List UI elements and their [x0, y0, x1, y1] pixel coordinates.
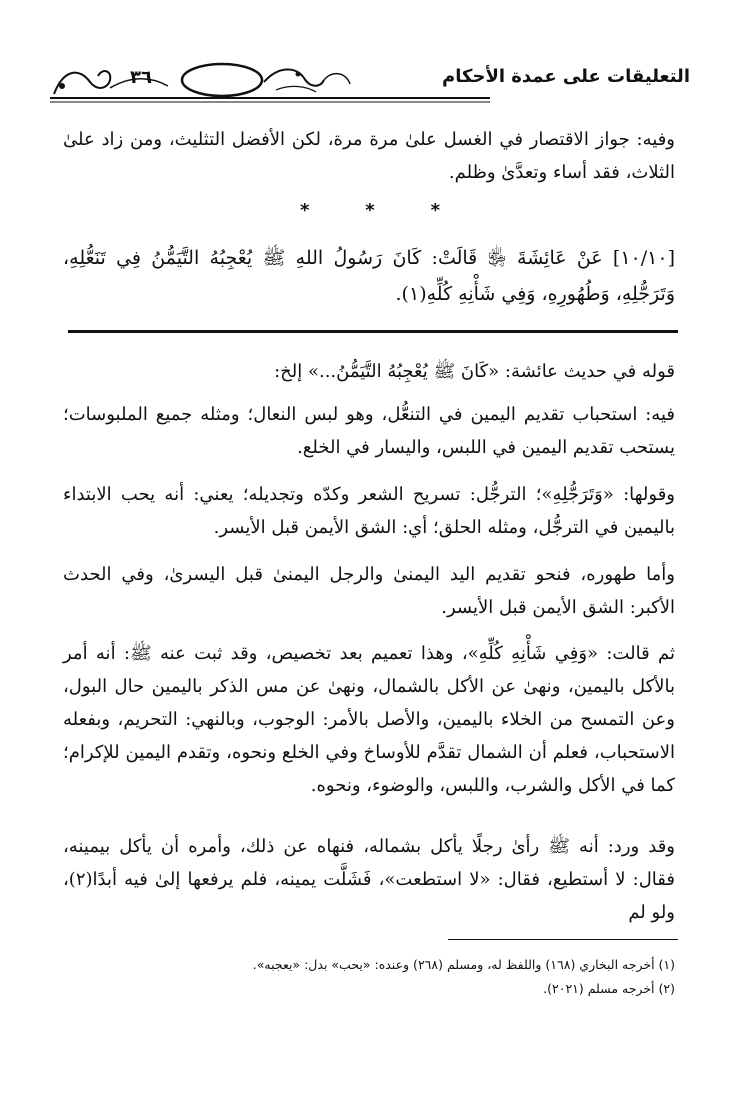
separator-stars [300, 200, 440, 221]
hadith-text: [١٠/١٠] عَنْ عَائِشَةَ ﵂ قَالَتْ: كَانَ رَسُولُ اللهِ ﷺ يُعْجِبُهُ التَّيَمُّنُ فِي تَنَعُّلِهِ، وَتَرَجُّلِهِ، وَطُهُورِهِ، وَفِي شَأْنِهِ كُلِّهِ(١). [63, 247, 675, 305]
running-title: التعليقات على عمدة الأحكام [442, 66, 690, 87]
paragraph-7: وقد ورد: أنه ﷺ رأىٰ رجلًا يأكل بشماله، فنهاه عن ذلك، وأمره أن يأكل بيمينه، فقال: لا أستطيع، فقال: «لا استطعت»، فَشَلَّت يمينه، فلم يرفعها إلىٰ فيه أبدًا(٢)، ولو لم [63, 836, 675, 923]
page-number-text: ٣٦ [130, 67, 152, 88]
paragraph-5: وأما طهوره، فنحو تقديم اليد اليمنىٰ والرجل اليمنىٰ قبل اليسرىٰ، وفي الحدث الأكبر: الشق الأيمن قبل الأيسر. [63, 564, 675, 618]
page-header [50, 58, 690, 104]
section-divider [68, 330, 678, 333]
paragraph-3: فيه: استحباب تقديم اليمين في التنعُّل، وهو لبس النعال؛ ومثله جميع الملبوسات؛ يستحب تقديم اليمين في اللبس، واليسار في الخلع. [63, 404, 675, 458]
footnote-1: (١) أخرجه البخاري (١٦٨) واللفظ له، ومسلم (٢٦٨) وعنده: «يحب» بدل: «يعجبه». [252, 957, 675, 972]
paragraph-4: وقولها: «وَتَرَجُّلِهِ»؛ الترجُّل: تسريح الشعر وكدّه وتجديله؛ يعني: أنه يحب الابتداء باليمين في الترجُّل، ومثله الحلق؛ أي: الشق الأيمن قبل الأيسر. [63, 484, 675, 538]
paragraph-2: قوله في حديث عائشة: «كَانَ ﷺ يُعْجِبُهُ التَّيَمُّنُ...» إلخ: [274, 361, 675, 382]
paragraph-1: وفيه: جواز الاقتصار في الغسل علىٰ مرة مرة، لكن الأفضل التثليث، ومن زاد علىٰ الثلاث، فقد أساء وتعدَّىٰ وظلم. [63, 129, 675, 183]
separator-star: * [300, 200, 310, 221]
footnote-2: (٢) أخرجه مسلم (٢٠٢١). [543, 981, 675, 996]
footnotes [63, 953, 675, 1001]
page-number [50, 58, 250, 104]
paragraph-6: ثم قالت: «وَفِي شَأْنِهِ كُلِّهِ»، وهذا تعميم بعد تخصيص، وقد ثبت عنه ﷺ: أنه أمر بالأكل باليمين، ونهىٰ عن الأكل بالشمال، ونهىٰ عن مس الذكر باليمين حال البول، وعن التمسح من الخلاء باليمين، والأصل بالأمر: الوجوب، وبالنهي: التحريم، وبفعله الاستحباب، فعلم أن الشمال تقدَّم للأوساخ وفي الخلع ونحوه، وتقدم اليمين للإكرام؛ كما في الأكل والشرب، واللبس، والوضوء، ونحوه. [63, 643, 675, 796]
separator-star: * [365, 200, 375, 221]
footnote-divider [448, 939, 678, 940]
separator-star: * [430, 200, 440, 221]
